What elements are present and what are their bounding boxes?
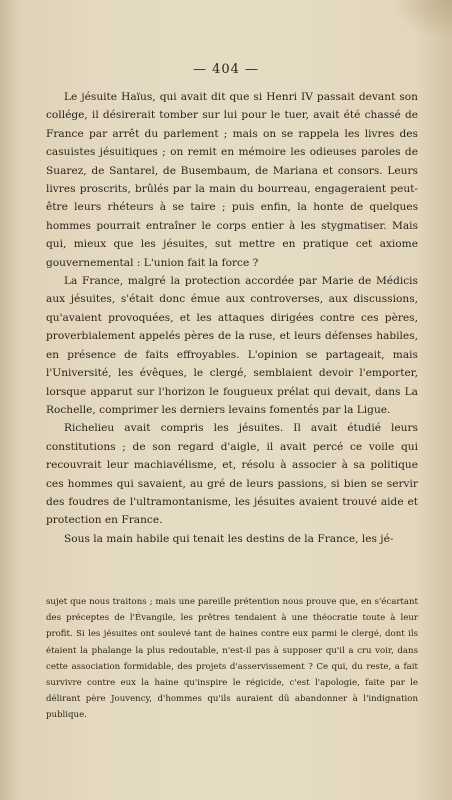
page-stain <box>392 0 452 40</box>
paragraph-1: Le jésuite Haïus, qui avait dit que si Henri IV passait devant son collége, il désirerait tomber sur lui pour le tuer, avait été chassé de France par arrêt du parlement ; mais on se rappela les livres des casuistes jésuitiques ; on remit en mémoire les odieuses paroles de Suarez, de Santarel, de Busembaum, de Mariana et consors. Leurs livres proscrits, brûlés par la main du bourreau, engageraient peut-être leurs rhéteurs à se taire ; puis enfin, la honte de quelques hommes pourrait entraîner le corps entier à les stygmatiser. Mais qui, mieux que les jésuites, sut mettre en pratique cet axiome gouvernemental : L'union fait la force ? <box>46 91 418 269</box>
footnote: sujet que nous traitons ; mais une pareille prétention nous prouve que, en s'écartant des préceptes de l'Évangile, les prêtres tendaient à une théocratie toute à leur profit. Si les jésuites ont soulevé tant de haines contre eux parmi le clergé, dont ils étaient la phalange la plus redoutable, n'est-il pas à supposer qu'il a cru voir, dans cette association formidable, des projets d'asservissement ? Ce qui, du reste, a fait survivre contre eux la haine qu'inspire le régicide, c'est l'apologie, faite par le délirant père Jouvency, d'hommes qu'ils auraient dû abandonner à l'indignation publique. <box>46 597 418 721</box>
main-text <box>46 88 418 548</box>
paragraph-2: La France, malgré la protection accordée par Marie de Médicis aux jésuites, s'était donc émue aux controverses, aux discussions, qu'avaient provoquées, et les attaques dirigées contre ces pères, proverbialement appelés pères de la ruse, et leurs défenses habiles, en présence de faits effroyables. L'opinion se partageait, mais l'Université, les évêques, le clergé, semblaient devoir l'emporter, lorsque apparut sur l'horizon le fougueux prélat qui devait, dans La Rochelle, comprimer les derniers levains fomentés par la Ligue. <box>46 275 418 416</box>
page-number: — 404 — <box>192 62 260 77</box>
paragraph-4: Sous la main habile qui tenait les destins de la France, les jé- <box>64 532 394 545</box>
paragraph-3: Richelieu avait compris les jésuites. Il avait étudié leurs constitutions ; de son regard d'aigle, il avait percé ce voile qui recouvrait leur machiavélisme, et, résolu à associer à sa politique ces hommes qui savaient, au gré de leurs passions, si bien se servir des foudres de l'ultramontanisme, les jésuites avaient trouvé aide et protection en France. <box>46 422 418 527</box>
